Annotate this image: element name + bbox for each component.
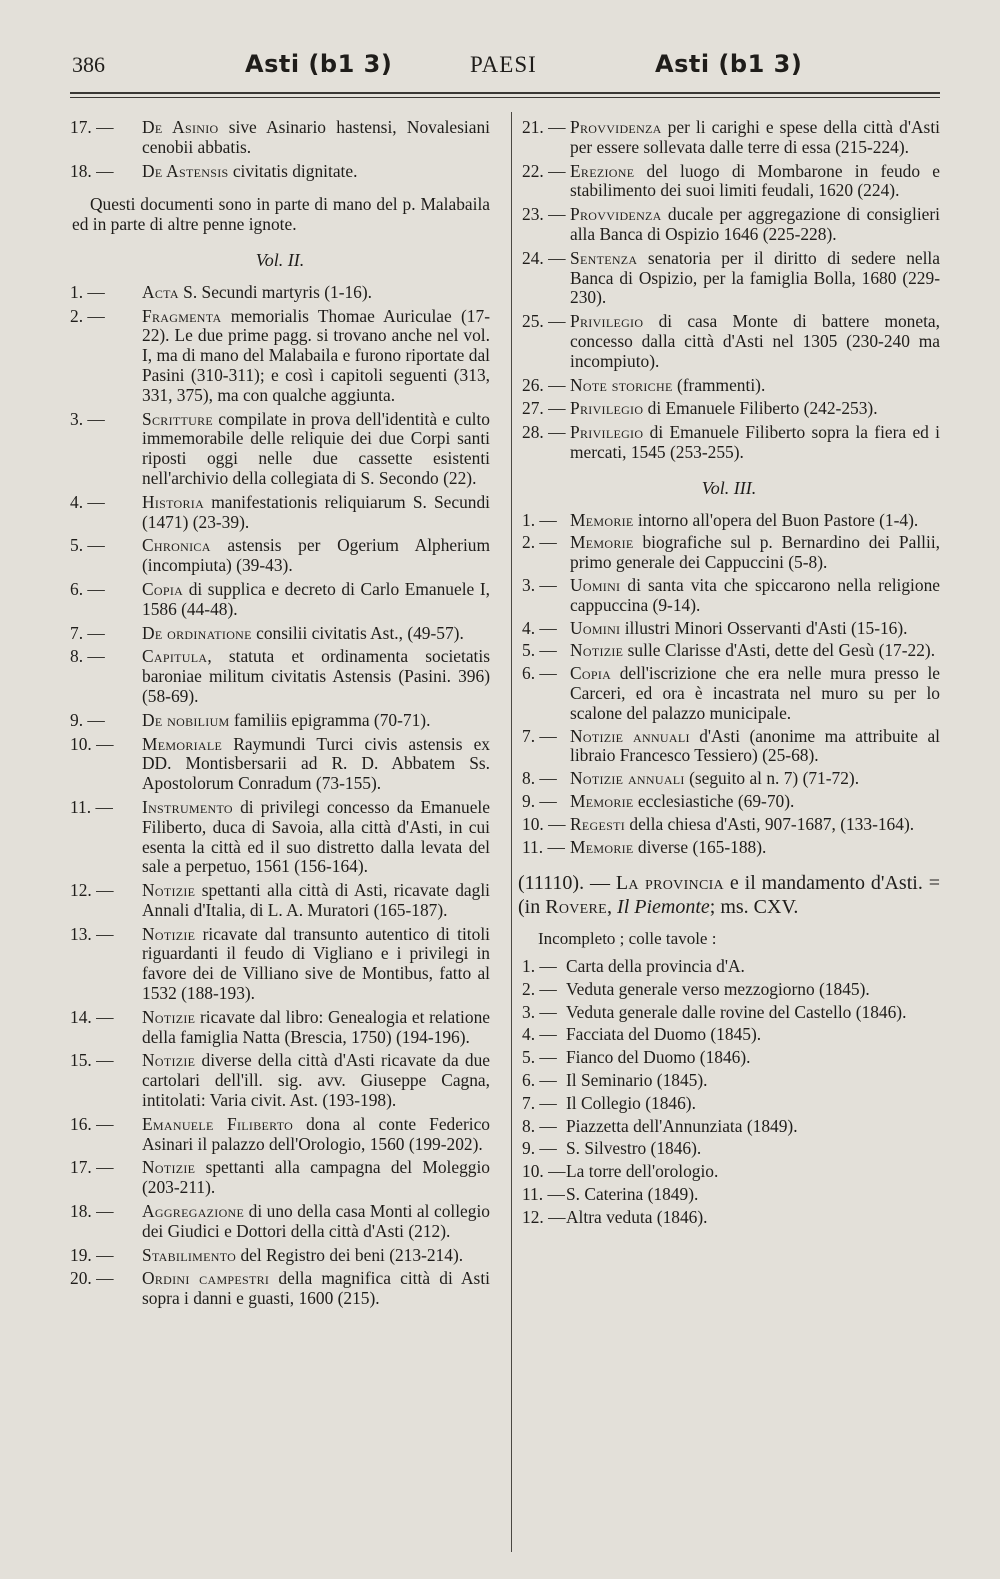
item-label: De Astensis: [142, 160, 229, 181]
item-number: 15. —: [70, 1050, 114, 1071]
list-item: [518, 641, 940, 661]
item-number: 18. —: [70, 160, 114, 181]
item-label: Notizie: [142, 1006, 196, 1027]
item-text: del luogo di Mombarone in feudo e stabilimento dei suoi limiti feudali, 1620 (224).: [570, 160, 940, 201]
running-head: [70, 48, 940, 88]
item-label: Copia: [570, 663, 612, 684]
item-number: 17. —: [70, 1157, 114, 1178]
volume-ii-list: [70, 283, 490, 1309]
item-text: d'Asti (anonime ma attribuite al libraio Francesco Tessiero) (25-68).: [570, 725, 940, 766]
volume-ii-list-continued: [518, 118, 940, 463]
left-column: [70, 118, 490, 1313]
item-number: 11. —: [522, 836, 565, 857]
item-number: 8. —: [522, 768, 557, 789]
item-number: 7. —: [522, 725, 557, 746]
entry-id: (11110).: [518, 872, 585, 895]
item-number: 17. —: [70, 117, 114, 137]
item-label: Uomini: [570, 574, 621, 595]
item-label: Notizie: [570, 640, 624, 661]
item-label: Sentenza: [570, 247, 638, 268]
item-text: Facciata del Duomo (1845).: [566, 1024, 762, 1045]
entry-label: La provincia: [615, 872, 724, 895]
item-label: Aggregazione: [142, 1201, 245, 1222]
item-number: 3. —: [522, 574, 557, 595]
item-number: 10. —: [70, 733, 114, 754]
list-item: [70, 735, 490, 794]
item-label: Privilegio: [570, 398, 644, 419]
item-text: dell'iscrizione che era nelle mura presso le Carceri, ed ora è incastrata nel muro su per lo scalone del palazzo municipale.: [570, 663, 940, 723]
item-label: Memoriale: [142, 733, 223, 754]
item-text: ecclesiastiche (69-70).: [633, 790, 795, 811]
list-item: [518, 399, 940, 419]
item-number: 8. —: [70, 646, 105, 667]
item-text: spettanti alla campagna del Moleggio (203-211).: [142, 1157, 490, 1198]
item-number: 11. —: [522, 1184, 565, 1205]
item-text: Veduta generale verso mezzogiorno (1845).: [566, 978, 870, 999]
list-item: [518, 1003, 940, 1023]
item-text: di santa vita che spiccarono nella religione cappuccina (9-14).: [570, 574, 940, 615]
item-number: 12. —: [522, 1206, 566, 1227]
subheading: Incompleto ; colle tavole :: [538, 929, 717, 949]
list-item: [518, 511, 940, 531]
list-item: [518, 576, 940, 616]
item-number: 26. —: [522, 374, 566, 395]
item-number: 9. —: [522, 1138, 557, 1159]
entry-dash: —: [584, 872, 616, 895]
item-label: Notizie: [142, 1050, 196, 1071]
item-label: De nobilium: [142, 709, 230, 730]
item-number: 1. —: [522, 509, 557, 530]
item-text: S. Silvestro (1846).: [566, 1138, 702, 1159]
item-label: Notizie annuali: [570, 725, 690, 746]
item-text: Il Collegio (1846).: [566, 1092, 696, 1113]
list-item: [70, 1269, 490, 1309]
header-rule-thin: [70, 97, 940, 98]
list-item: [518, 1185, 940, 1205]
item-number: 2. —: [522, 978, 557, 999]
list-item: [70, 1246, 490, 1266]
item-number: 28. —: [522, 422, 566, 443]
list-item: [518, 1071, 940, 1091]
item-number: 14. —: [70, 1006, 114, 1027]
item-text: Il Seminario (1845).: [566, 1070, 708, 1091]
item-text: Carta della provincia d'A.: [566, 956, 745, 977]
item-text: Veduta generale dalle rovine del Castello (1846).: [566, 1001, 907, 1022]
item-text: del Registro dei beni (213-214).: [236, 1244, 464, 1265]
item-label: Privilegio: [570, 311, 644, 332]
item-text: diverse (165-188).: [633, 836, 767, 857]
item-text: senatoria per il diritto di sedere nella Banca di Ospizio, per la famiglia Bolla, 1680 (229-230).: [570, 247, 940, 308]
list-item: [518, 162, 940, 202]
list-item: [518, 1162, 940, 1182]
item-text: La torre dell'orologio.: [566, 1161, 719, 1182]
entry-ref-sep: ,: [607, 896, 618, 919]
item-number: 16. —: [70, 1113, 114, 1134]
list-item: [518, 619, 940, 639]
list-item: [518, 249, 940, 308]
item-number: 7. —: [70, 622, 105, 643]
item-number: 4. —: [70, 491, 105, 512]
item-number: 5. —: [522, 640, 557, 661]
list-item: [518, 980, 940, 1000]
item-number: 6. —: [70, 578, 105, 599]
item-text: ducale per aggregazione di consiglieri alla Banca di Ospizio 1646 (225-228).: [570, 204, 940, 244]
item-label: Ordini campestri: [142, 1268, 270, 1289]
item-label: Provvidenza: [570, 117, 662, 137]
running-title-center: PAESI: [470, 52, 537, 77]
item-number: 5. —: [70, 535, 105, 556]
item-label: Copia: [142, 578, 184, 599]
item-number: 18. —: [70, 1201, 114, 1222]
entry-text: e il mandamento d'Asti.: [723, 872, 923, 895]
item-text: manifestationis reliquiarum S. Secundi (1471) (23-39).: [142, 491, 490, 532]
item-text: sulle Clarisse d'Asti, dette del Gesù (17-22).: [623, 640, 936, 661]
item-label: Scritture: [142, 408, 214, 429]
item-number: 21. —: [522, 117, 566, 137]
item-label: Provvidenza: [570, 204, 662, 225]
volume-heading: Vol. III.: [701, 477, 757, 498]
item-text: di Emanuele Filiberto (242-253).: [643, 398, 878, 419]
item-label: Memorie: [570, 532, 634, 553]
item-number: 27. —: [522, 398, 566, 419]
list-item: [518, 423, 940, 463]
item-number: 23. —: [522, 204, 566, 225]
item-text: memorialis Thomae Auriculae (17-22). Le due prime pagg. si trovano anche nel vol. I, ma di mano del Malabaila e furono riportate dal Pasini (310-311); e così i capitoli seguenti (313, 331, 375), ma con qualche aggiunta.: [142, 305, 490, 405]
list-item: [70, 536, 490, 576]
entry-ref-suffix: ; ms. CXV.: [709, 896, 799, 919]
item-number: 2. —: [522, 532, 557, 553]
item-number: 1. —: [70, 281, 105, 302]
item-number: 4. —: [522, 617, 557, 638]
item-text: , statuta et ordinamenta societatis baroniae militum civitatis Astensis (Pasini. 396) (58-69).: [142, 646, 490, 706]
item-text: (frammenti).: [672, 374, 766, 395]
running-title-left: Asti (b1 3): [245, 50, 393, 78]
item-label: Erezione: [570, 160, 635, 181]
item-text: (seguito al n. 7) (71-72).: [684, 768, 860, 789]
list-item: [518, 118, 940, 158]
item-number: 12. —: [70, 880, 114, 901]
volume-heading: Vol. II.: [255, 249, 305, 270]
item-text: di uno della casa Monti al collegio dei Giudici e Dottori della città d'Asti (212).: [142, 1201, 490, 1241]
list-item: [70, 493, 490, 533]
item-number: 11. —: [70, 796, 113, 817]
item-text: di privilegi concesso da Emanuele Filiberto, duca di Savoia, alla città d'Asti, in cui esenta la città ed il suo distretto dalla levata del sale a perpetuo, 1561 (156-164).: [142, 796, 490, 877]
item-text: della magnifica città di Asti sopra i danni e guasti, 1600 (215).: [142, 1268, 490, 1309]
item-text: Fianco del Duomo (1846).: [566, 1047, 751, 1068]
item-number: 3. —: [522, 1001, 557, 1022]
item-number: 5. —: [522, 1047, 557, 1068]
item-number: 13. —: [70, 923, 114, 944]
list-item: [70, 1051, 490, 1110]
item-number: 7. —: [522, 1092, 557, 1113]
item-label: Uomini: [570, 617, 621, 638]
list-item: [70, 283, 490, 303]
item-text: astensis per Ogerium Alpherium (incompiuta) (39-43).: [142, 535, 490, 576]
item-label: Privilegio: [570, 422, 644, 443]
item-number: 1. —: [522, 956, 557, 977]
item-label: Historia: [142, 491, 205, 512]
item-number: 22. —: [522, 160, 566, 181]
list-item: [518, 957, 940, 977]
item-text: consilii civitatis Ast., (49-57).: [251, 622, 464, 643]
item-label: Memorie: [570, 509, 634, 530]
item-text: ricavate dal libro: Genealogia et relatione della famiglia Natta (Brescia, 1750) (194-196).: [142, 1006, 490, 1047]
list-item: [70, 307, 490, 406]
item-number: 6. —: [522, 663, 557, 684]
item-text: biografiche sul p. Bernardino dei Pallii, primo generale dei Cappuccini (5-8).: [570, 532, 940, 573]
item-text: ricavate dal transunto autentico di titoli riguardanti il feudo di Vigliano e i privilegi in favore dei de Villiano sive de Montibus, fatto al 1532 (188-193).: [142, 923, 490, 1004]
list-item: [518, 1094, 940, 1114]
note-paragraph: Questi documenti sono in parte di mano del p. Malabaila ed in parte di altre penne ignote.: [72, 194, 490, 235]
item-number: 9. —: [70, 709, 105, 730]
list-item: [518, 1208, 940, 1228]
item-text: di supplica e decreto di Carlo Emanuele I, 1586 (44-48).: [142, 578, 490, 619]
item-text: Altra veduta (1846).: [566, 1206, 708, 1227]
entry-ref-title: Il Piemonte: [617, 896, 710, 919]
item-text: S. Secundi martyris (1-16).: [178, 281, 373, 302]
list-item: [518, 1117, 940, 1137]
column-divider: [511, 112, 512, 1552]
item-number: 24. —: [522, 247, 566, 268]
list-item: [70, 881, 490, 921]
list-item: [518, 838, 940, 858]
item-number: 25. —: [522, 311, 566, 332]
list-item: [518, 815, 940, 835]
item-text: Raymundi Turci civis astensis ex DD. Montisbersarii ad R. D. Abbatem Ss. Apostolorum Conradum (73-155).: [142, 733, 490, 794]
item-text: spettanti alla città di Asti, ricavate dagli Annali d'Italia, di L. A. Muratori (165-187).: [142, 880, 490, 920]
item-label: Regesti: [570, 813, 626, 834]
list-item: [70, 1008, 490, 1048]
right-column: [518, 118, 940, 1231]
list-item: [70, 711, 490, 731]
list-item: [70, 118, 490, 158]
item-text: di Emanuele Filiberto sopra la fiera ed i mercati, 1545 (253-255).: [570, 422, 940, 462]
list-item: [518, 1048, 940, 1068]
item-text: sive Asinario hastensi, Novalesiani cenobii abbatis.: [142, 117, 490, 157]
item-number: 3. —: [70, 408, 105, 429]
list-item: [70, 162, 490, 182]
item-text: intorno all'opera del Buon Pastore (1-4).: [633, 509, 919, 530]
item-number: 2. —: [70, 305, 105, 326]
list-item: [70, 410, 490, 489]
item-text: illustri Minori Osservanti d'Asti (15-16).: [620, 617, 908, 638]
item-label: Notizie: [142, 1157, 196, 1178]
item-text: Piazzetta dell'Annunziata (1849).: [566, 1115, 798, 1136]
list-item: [518, 1139, 940, 1159]
list-item: [518, 312, 940, 371]
list-item: [518, 792, 940, 812]
item-number: 10. —: [522, 1161, 566, 1182]
list-item: [70, 925, 490, 1004]
entry-ref-author: Rovere: [545, 896, 608, 919]
item-label: Chronica: [142, 535, 211, 556]
item-label: Stabilimento: [142, 1244, 237, 1265]
item-label: Notizie: [142, 923, 196, 944]
page-number: 386: [72, 52, 105, 77]
item-label: Note storiche: [570, 374, 673, 395]
running-title-right: Asti (b1 3): [655, 50, 803, 78]
item-label: Notizie: [142, 880, 196, 901]
item-text: per li carighi e spese della città d'Asti per essere sollevata dalle terre di essa (215-224).: [570, 117, 940, 157]
item-number: 4. —: [522, 1024, 557, 1045]
item-number: 9. —: [522, 790, 557, 811]
item-label: Notizie annuali: [570, 768, 685, 789]
list-item: [518, 533, 940, 573]
item-number: 6. —: [522, 1070, 557, 1091]
item-text: dona al conte Federico Asinari il palazzo dell'Orologio, 1560 (199-202).: [142, 1113, 491, 1154]
list-item: [70, 1158, 490, 1198]
list-item: [518, 727, 940, 767]
item-label: Fragmenta: [142, 305, 222, 326]
list-item: [518, 769, 940, 789]
header-rule: [70, 92, 940, 94]
item-text: compilate in prova dell'identità e culto immemorabile delle reliquie dei due Corpi santi riposti oggi nelle due cassette esistenti nell'archivio della collegiata di S. Secondo (22).: [142, 408, 490, 488]
list-item: [518, 205, 940, 245]
plates-list: [518, 957, 940, 1228]
item-number: 10. —: [522, 813, 566, 834]
item-text: familiis epigramma (70-71).: [229, 709, 431, 730]
item-text: della chiesa d'Asti, 907-1687, (133-164).: [625, 813, 915, 834]
list-item: [518, 376, 940, 396]
item-label: Memorie: [570, 790, 634, 811]
list-item: [70, 798, 490, 877]
volume-iii-list: [518, 511, 940, 858]
item-label: Capitula: [142, 646, 208, 667]
item-text: di casa Monte di battere moneta, concesso dalla città d'Asti nel 1305 (230-240 ma incompiuto).: [570, 311, 940, 371]
item-label: Memorie: [570, 836, 634, 857]
list-item: [70, 624, 490, 644]
item-label: Instrumento: [142, 796, 233, 817]
list-item: [70, 647, 490, 706]
list-item: [70, 1115, 490, 1155]
list-item: [70, 1202, 490, 1242]
item-text: S. Caterina (1849).: [566, 1184, 699, 1205]
item-number: 19. —: [70, 1244, 114, 1265]
item-text: diverse della città d'Asti ricavate da due cartolari dell'ill. sig. avv. Giuseppe Cagna, intitolati: Varia civit. Ast. (193-198).: [142, 1050, 490, 1111]
list-item: [518, 1025, 940, 1045]
entry-ref-prefix: = (in: [518, 872, 941, 919]
item-text: civitatis dignitate.: [228, 160, 358, 181]
list-item: [70, 580, 490, 620]
item-number: 20. —: [70, 1268, 114, 1289]
item-label: De ordinatione: [142, 622, 252, 643]
list-item: [518, 664, 940, 723]
catalog-entry: [518, 871, 940, 919]
item-label: De Asinio: [142, 117, 219, 137]
item-label: Emanuele Filiberto: [142, 1113, 294, 1134]
item-number: 8. —: [522, 1115, 557, 1136]
item-label: Acta: [142, 281, 179, 302]
